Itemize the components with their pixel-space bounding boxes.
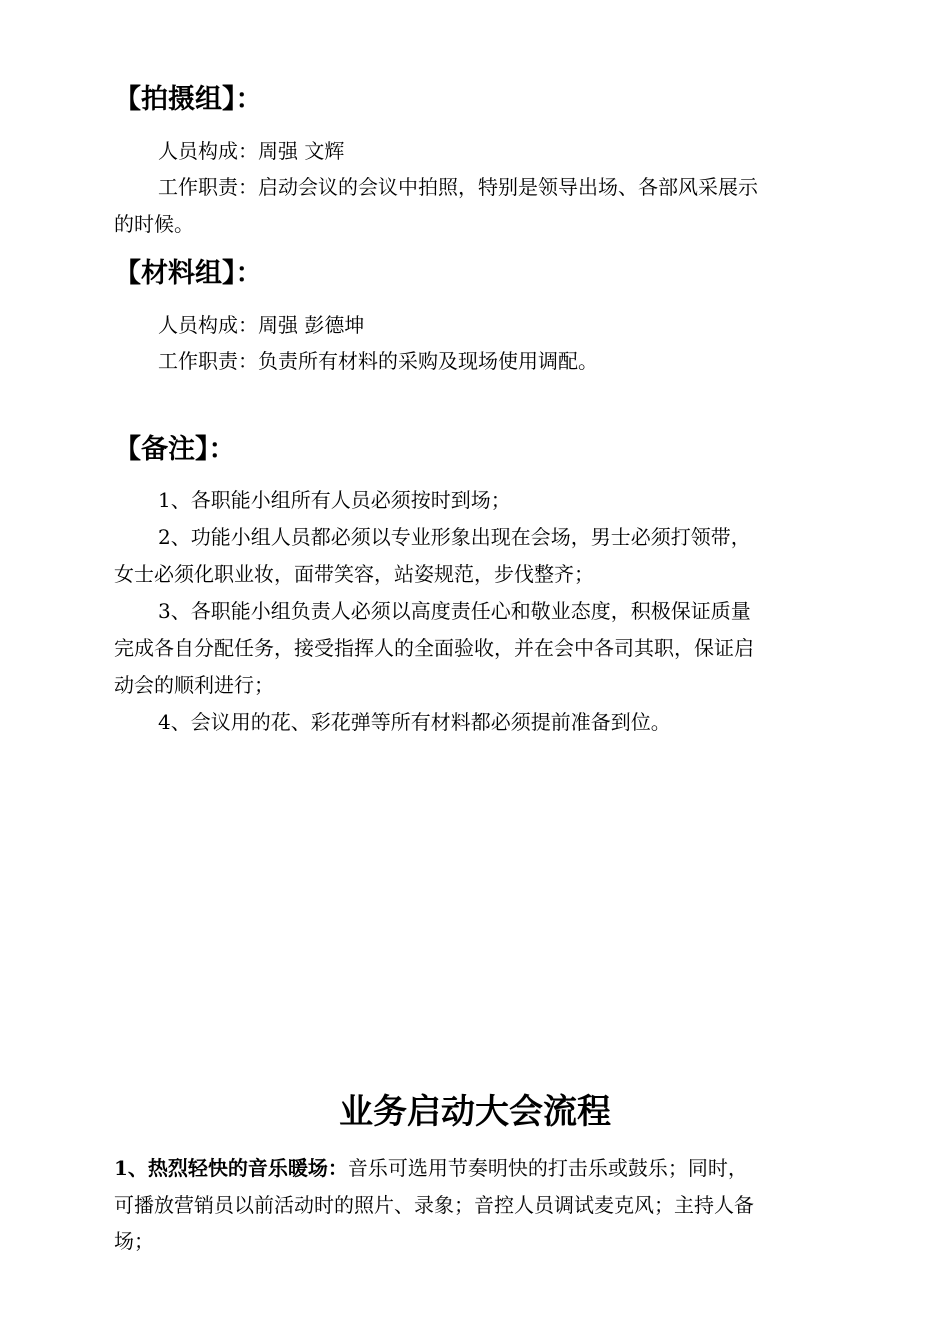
process-step-1-line1 [114, 1153, 748, 1183]
photo-group-heading: 【拍摄组】： [114, 84, 263, 115]
photo-group-duty-line1: 工作职责：启动会议的会议中拍照，特别是领导出场、各部风采展示 [158, 175, 758, 199]
notes-item-3-line2: 完成各自分配任务，接受指挥人的全面验收，并在会中各司其职，保证启 [114, 636, 754, 660]
notes-item-4: 4、会议用的花、彩花弹等所有材料都必须提前准备到位。 [158, 710, 671, 734]
notes-item-3-line3: 动会的顺利进行； [114, 673, 274, 697]
notes-heading: 【备注】： [114, 434, 236, 465]
material-group-heading: 【材料组】： [114, 258, 263, 289]
notes-item-3-line1: 3、各职能小组负责人必须以高度责任心和敬业态度，积极保证质量 [158, 599, 751, 623]
process-step-1-line2: 可播放营销员以前活动时的照片、录象；音控人员调试麦克风；主持人备 [114, 1193, 754, 1217]
process-step-1-label: 1、热烈轻快的音乐暖场： [114, 1156, 348, 1180]
notes-item-2-line1: 2、功能小组人员都必须以专业形象出现在会场，男士必须打领带， [158, 525, 751, 549]
notes-item-2-line2: 女士必须化职业妆，面带笑容，站姿规范，步伐整齐； [114, 562, 594, 586]
material-group-duty: 工作职责：负责所有材料的采购及现场使用调配。 [158, 349, 598, 373]
process-step-1-line3: 场； [114, 1229, 154, 1253]
process-step-1-text: 音乐可选用节奏明快的打击乐或鼓乐；同时， [347, 1156, 748, 1180]
process-title: 业务启动大会流程 [339, 1092, 611, 1132]
photo-group-members: 人员构成：周强 文辉 [158, 139, 345, 163]
notes-item-1: 1、各职能小组所有人员必须按时到场； [158, 488, 511, 512]
photo-group-duty-line2: 的时候。 [114, 212, 194, 236]
material-group-members: 人员构成：周强 彭德坤 [158, 313, 365, 337]
